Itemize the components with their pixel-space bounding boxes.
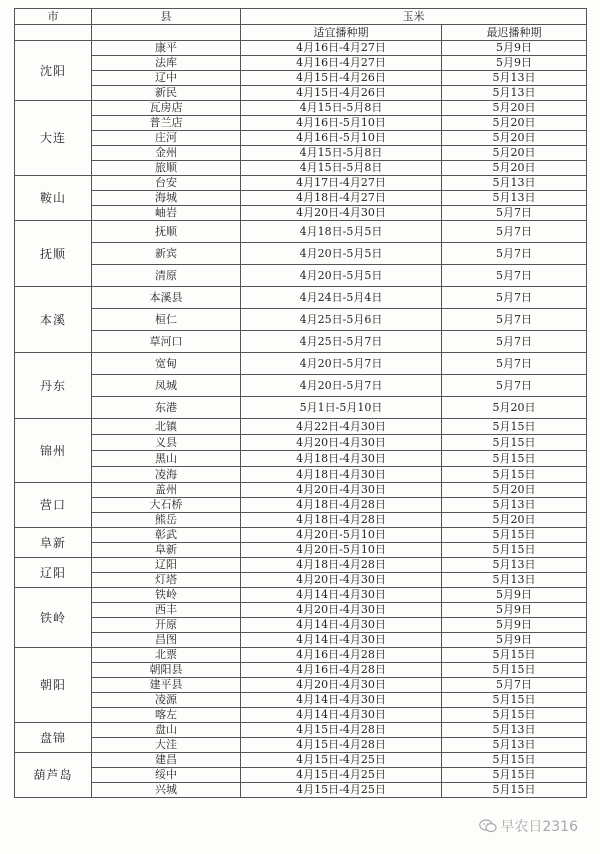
suitable-period-cell: 4月15日-4月28日: [241, 723, 442, 738]
county-cell: 兴城: [92, 783, 241, 798]
latest-date-cell: 5月13日: [442, 191, 587, 206]
table-row: [15, 101, 587, 116]
suitable-period-cell: 4月20日-5月7日: [241, 353, 442, 375]
county-cell: 建昌: [92, 753, 241, 768]
table-row: [15, 287, 587, 309]
table-row: [15, 419, 587, 435]
suitable-period-cell: 4月16日-4月28日: [241, 663, 442, 678]
table-row: [15, 176, 587, 191]
county-cell: 台安: [92, 176, 241, 191]
suitable-period-cell: 4月15日-4月25日: [241, 783, 442, 798]
latest-date-cell: 5月9日: [442, 588, 587, 603]
county-cell: 北票: [92, 648, 241, 663]
latest-date-cell: 5月20日: [442, 146, 587, 161]
latest-date-cell: 5月15日: [442, 648, 587, 663]
table-row: [15, 678, 587, 693]
table-row: [15, 618, 587, 633]
latest-date-cell: 5月15日: [442, 543, 587, 558]
latest-date-cell: 5月13日: [442, 86, 587, 101]
city-cell: 大连: [15, 101, 92, 176]
city-cell: 沈阳: [15, 41, 92, 101]
county-cell: 旅顺: [92, 161, 241, 176]
suitable-period-cell: 4月20日-5月5日: [241, 265, 442, 287]
suitable-period-cell: 4月20日-5月10日: [241, 543, 442, 558]
latest-date-cell: 5月7日: [442, 221, 587, 243]
city-cell: 锦州: [15, 419, 92, 483]
suitable-period-cell: 4月20日-4月30日: [241, 573, 442, 588]
county-cell: 喀左: [92, 708, 241, 723]
suitable-period-cell: 4月24日-5月4日: [241, 287, 442, 309]
table-row: [15, 528, 587, 543]
suitable-period-cell: 4月14日-4月30日: [241, 693, 442, 708]
latest-date-cell: 5月7日: [442, 265, 587, 287]
county-cell: 海城: [92, 191, 241, 206]
suitable-period-cell: 4月16日-5月10日: [241, 116, 442, 131]
suitable-period-cell: 4月18日-5月5日: [241, 221, 442, 243]
county-cell: 草河口: [92, 331, 241, 353]
wechat-icon: [479, 819, 497, 833]
suitable-period-cell: 4月14日-4月30日: [241, 588, 442, 603]
table-row: [15, 353, 587, 375]
suitable-period-cell: 4月17日-4月27日: [241, 176, 442, 191]
county-cell: 岫岩: [92, 206, 241, 221]
county-cell: 新宾: [92, 243, 241, 265]
suitable-period-cell: 4月18日-4月27日: [241, 191, 442, 206]
latest-date-cell: 5月13日: [442, 498, 587, 513]
suitable-period-cell: 4月20日-4月30日: [241, 483, 442, 498]
table-row: [15, 723, 587, 738]
header-row-2: [15, 25, 587, 41]
county-cell: 昌图: [92, 633, 241, 648]
county-cell: 开原: [92, 618, 241, 633]
latest-date-cell: 5月9日: [442, 618, 587, 633]
latest-date-cell: 5月7日: [442, 331, 587, 353]
city-cell: 朝阳: [15, 648, 92, 723]
county-cell: 北镇: [92, 419, 241, 435]
suitable-period-cell: 4月16日-4月27日: [241, 41, 442, 56]
latest-date-cell: 5月7日: [442, 353, 587, 375]
latest-date-cell: 5月20日: [442, 116, 587, 131]
suitable-period-cell: 4月15日-5月8日: [241, 161, 442, 176]
city-cell: 盘锦: [15, 723, 92, 753]
county-cell: 康平: [92, 41, 241, 56]
county-cell: 大洼: [92, 738, 241, 753]
suitable-period-cell: 4月18日-4月28日: [241, 498, 442, 513]
table-row: [15, 783, 587, 798]
table-row: [15, 265, 587, 287]
watermark: [479, 816, 578, 836]
suitable-period-cell: 4月18日-4月30日: [241, 451, 442, 467]
county-cell: 本溪县: [92, 287, 241, 309]
table-row: [15, 738, 587, 753]
suitable-period-cell: 4月22日-4月30日: [241, 419, 442, 435]
table-row: [15, 243, 587, 265]
suitable-period-cell: 4月20日-4月30日: [241, 678, 442, 693]
latest-date-cell: 5月15日: [442, 753, 587, 768]
latest-date-cell: 5月15日: [442, 663, 587, 678]
county-cell: 建平县: [92, 678, 241, 693]
county-cell: 绥中: [92, 768, 241, 783]
county-cell: 清原: [92, 265, 241, 287]
county-cell: 铁岭: [92, 588, 241, 603]
latest-date-cell: 5月7日: [442, 243, 587, 265]
county-cell: 宽甸: [92, 353, 241, 375]
table-row: [15, 768, 587, 783]
table-row: [15, 603, 587, 618]
table-row: [15, 648, 587, 663]
latest-date-cell: 5月20日: [442, 101, 587, 116]
suitable-period-cell: 4月14日-4月30日: [241, 633, 442, 648]
table-row: [15, 309, 587, 331]
county-cell: 朝阳县: [92, 663, 241, 678]
suitable-period-cell: 4月20日-4月30日: [241, 206, 442, 221]
suitable-period-cell: 4月15日-4月26日: [241, 86, 442, 101]
suitable-period-cell: 4月20日-5月10日: [241, 528, 442, 543]
county-cell: 熊岳: [92, 513, 241, 528]
latest-date-cell: 5月9日: [442, 56, 587, 71]
county-cell: 庄河: [92, 131, 241, 146]
latest-date-cell: 5月20日: [442, 131, 587, 146]
county-cell: 辽中: [92, 71, 241, 86]
latest-date-cell: 5月9日: [442, 603, 587, 618]
table-row: [15, 483, 587, 498]
table-row: [15, 331, 587, 353]
latest-date-cell: 5月20日: [442, 483, 587, 498]
suitable-period-cell: 5月1日-5月10日: [241, 397, 442, 419]
county-cell: 普兰店: [92, 116, 241, 131]
county-cell: 凌海: [92, 467, 241, 483]
suitable-period-cell: 4月20日-5月5日: [241, 243, 442, 265]
header-latest: 最迟播种期: [442, 25, 587, 41]
county-cell: 义县: [92, 435, 241, 451]
table-row: [15, 435, 587, 451]
table-row: [15, 588, 587, 603]
county-cell: 东港: [92, 397, 241, 419]
header-county: 县: [92, 9, 241, 25]
city-cell: 铁岭: [15, 588, 92, 648]
table-row: [15, 513, 587, 528]
table-body: [15, 9, 587, 798]
county-cell: 西丰: [92, 603, 241, 618]
county-cell: 瓦房店: [92, 101, 241, 116]
table-row: [15, 116, 587, 131]
table-row: [15, 708, 587, 723]
latest-date-cell: 5月7日: [442, 206, 587, 221]
header-crop: 玉米: [241, 9, 587, 25]
table-row: [15, 161, 587, 176]
header-city: 市: [15, 9, 92, 25]
county-cell: 金州: [92, 146, 241, 161]
city-cell: 丹东: [15, 353, 92, 419]
header-row-1: [15, 9, 587, 25]
table-row: [15, 56, 587, 71]
county-cell: 大石桥: [92, 498, 241, 513]
latest-date-cell: 5月7日: [442, 287, 587, 309]
latest-date-cell: 5月7日: [442, 309, 587, 331]
latest-date-cell: 5月7日: [442, 375, 587, 397]
latest-date-cell: 5月13日: [442, 573, 587, 588]
table-row: [15, 663, 587, 678]
table-row: [15, 146, 587, 161]
table-row: [15, 131, 587, 146]
sowing-period-table: [14, 8, 587, 798]
latest-date-cell: 5月20日: [442, 513, 587, 528]
county-cell: 灯塔: [92, 573, 241, 588]
latest-date-cell: 5月20日: [442, 397, 587, 419]
city-cell: 营口: [15, 483, 92, 528]
table-row: [15, 397, 587, 419]
latest-date-cell: 5月15日: [442, 451, 587, 467]
suitable-period-cell: 4月15日-5月8日: [241, 146, 442, 161]
latest-date-cell: 5月9日: [442, 633, 587, 648]
table-row: [15, 633, 587, 648]
suitable-period-cell: 4月14日-4月30日: [241, 618, 442, 633]
latest-date-cell: 5月9日: [442, 41, 587, 56]
county-cell: 抚顺: [92, 221, 241, 243]
suitable-period-cell: 4月15日-4月25日: [241, 768, 442, 783]
county-cell: 阜新: [92, 543, 241, 558]
table-row: [15, 41, 587, 56]
latest-date-cell: 5月15日: [442, 467, 587, 483]
city-cell: 阜新: [15, 528, 92, 558]
latest-date-cell: 5月13日: [442, 558, 587, 573]
county-cell: 盘山: [92, 723, 241, 738]
suitable-period-cell: 4月15日-5月8日: [241, 101, 442, 116]
suitable-period-cell: 4月15日-4月28日: [241, 738, 442, 753]
latest-date-cell: 5月15日: [442, 435, 587, 451]
sowing-table-sheet: [14, 8, 587, 798]
county-cell: 凤城: [92, 375, 241, 397]
table-row: [15, 375, 587, 397]
header-suitable: 适宜播种期: [241, 25, 442, 41]
suitable-period-cell: 4月15日-4月26日: [241, 71, 442, 86]
table-row: [15, 498, 587, 513]
county-cell: 凌源: [92, 693, 241, 708]
table-row: [15, 693, 587, 708]
city-cell: 辽阳: [15, 558, 92, 588]
latest-date-cell: 5月15日: [442, 693, 587, 708]
latest-date-cell: 5月13日: [442, 71, 587, 86]
county-cell: 桓仁: [92, 309, 241, 331]
city-cell: 鞍山: [15, 176, 92, 221]
latest-date-cell: 5月15日: [442, 419, 587, 435]
suitable-period-cell: 4月18日-4月30日: [241, 467, 442, 483]
county-cell: 法库: [92, 56, 241, 71]
suitable-period-cell: 4月14日-4月30日: [241, 708, 442, 723]
suitable-period-cell: 4月20日-4月30日: [241, 603, 442, 618]
suitable-period-cell: 4月15日-4月25日: [241, 753, 442, 768]
latest-date-cell: 5月7日: [442, 678, 587, 693]
county-cell: 黑山: [92, 451, 241, 467]
table-row: [15, 221, 587, 243]
table-row: [15, 573, 587, 588]
suitable-period-cell: 4月18日-4月28日: [241, 513, 442, 528]
table-row: [15, 467, 587, 483]
table-row: [15, 753, 587, 768]
header-city-blank: [15, 25, 92, 41]
latest-date-cell: 5月15日: [442, 528, 587, 543]
suitable-period-cell: 4月18日-4月28日: [241, 558, 442, 573]
latest-date-cell: 5月15日: [442, 708, 587, 723]
suitable-period-cell: 4月16日-5月10日: [241, 131, 442, 146]
watermark-text: 早农日2316: [500, 819, 578, 835]
city-cell: 本溪: [15, 287, 92, 353]
suitable-period-cell: 4月16日-4月27日: [241, 56, 442, 71]
suitable-period-cell: 4月20日-5月7日: [241, 375, 442, 397]
suitable-period-cell: 4月25日-5月7日: [241, 331, 442, 353]
latest-date-cell: 5月13日: [442, 738, 587, 753]
suitable-period-cell: 4月25日-5月6日: [241, 309, 442, 331]
latest-date-cell: 5月20日: [442, 161, 587, 176]
county-cell: 彰武: [92, 528, 241, 543]
table-row: [15, 451, 587, 467]
city-cell: 抚顺: [15, 221, 92, 287]
table-row: [15, 206, 587, 221]
header-county-blank: [92, 25, 241, 41]
table-row: [15, 71, 587, 86]
suitable-period-cell: 4月20日-4月30日: [241, 435, 442, 451]
latest-date-cell: 5月15日: [442, 768, 587, 783]
county-cell: 辽阳: [92, 558, 241, 573]
latest-date-cell: 5月15日: [442, 783, 587, 798]
table-row: [15, 558, 587, 573]
latest-date-cell: 5月13日: [442, 176, 587, 191]
county-cell: 盖州: [92, 483, 241, 498]
table-row: [15, 191, 587, 206]
table-row: [15, 86, 587, 101]
table-row: [15, 543, 587, 558]
county-cell: 新民: [92, 86, 241, 101]
city-cell: 葫芦岛: [15, 753, 92, 798]
suitable-period-cell: 4月16日-4月28日: [241, 648, 442, 663]
latest-date-cell: 5月13日: [442, 723, 587, 738]
